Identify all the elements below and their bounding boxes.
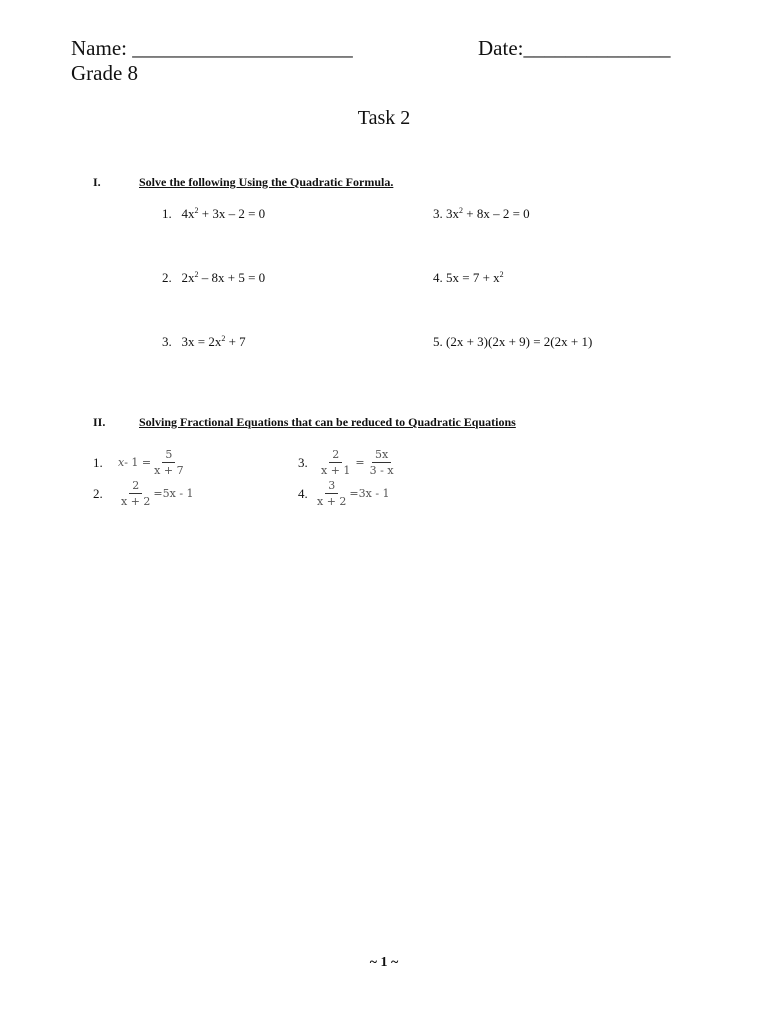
question-item	[433, 334, 592, 350]
name-field-label: Name: _____________________	[71, 36, 353, 60]
question-number: 3.	[433, 206, 443, 221]
question-number: 2.	[93, 486, 103, 501]
question-number: 1.	[93, 455, 103, 470]
exponent: 2	[194, 270, 199, 279]
numerator: 2	[329, 449, 342, 463]
equation-part: 3x	[446, 206, 459, 221]
equation-part: 3x = 2x	[181, 334, 222, 349]
question-item	[162, 270, 265, 286]
section-numeral: II.	[93, 415, 106, 429]
equation-part: 2x	[181, 270, 195, 285]
denominator: x + 1	[321, 464, 351, 477]
denominator: x + 2	[121, 495, 151, 508]
grade-label: Grade 8	[71, 61, 139, 85]
equation-part: – 8x + 5 = 0	[198, 270, 266, 285]
section-heading: Solve the following Using the Quadratic Formula.	[139, 175, 394, 189]
fraction	[367, 449, 397, 476]
question-number: 3.	[298, 455, 308, 470]
equation-part: =3x - 1	[349, 487, 390, 500]
numerator: 5	[162, 449, 175, 463]
fraction	[318, 449, 353, 476]
numerator: 2	[129, 480, 142, 494]
equation-part: + 7	[225, 334, 246, 349]
question-item	[433, 206, 530, 222]
exponent: 2	[221, 334, 226, 343]
denominator: x + 2	[317, 495, 347, 508]
question-number: 2.	[162, 270, 172, 285]
fraction-equation	[118, 449, 187, 476]
question-item	[162, 206, 265, 222]
equals-sign: =	[355, 456, 365, 469]
question-item	[162, 334, 246, 350]
equation-part: =5x - 1	[153, 487, 194, 500]
fraction-equation	[314, 480, 390, 507]
exponent: 2	[459, 206, 463, 215]
fraction	[314, 480, 349, 507]
numerator: 3	[325, 480, 338, 494]
fraction	[118, 480, 153, 507]
fraction	[151, 449, 186, 476]
question-number: 3.	[162, 334, 172, 349]
question-number: 5.	[433, 334, 443, 349]
exponent: 2	[194, 206, 199, 215]
numerator: 5x	[372, 449, 391, 463]
section-heading: Solving Fractional Equations that can be reduced to Quadratic Equations	[139, 415, 516, 429]
page-number: ~ 1 ~	[369, 955, 399, 970]
equation-part: (2x + 3)(2x + 9) = 2(2x + 1)	[446, 334, 593, 349]
fraction-equation	[318, 449, 397, 476]
question-number: 1.	[162, 206, 172, 221]
equation-part: - 1 =	[124, 456, 152, 469]
equation-part: + 8x – 2 = 0	[463, 206, 530, 221]
question-number: 4.	[433, 270, 443, 285]
denominator: 3 - x	[369, 464, 394, 477]
equation-part: 5x = 7 + x	[446, 270, 500, 285]
page-title: Task 2	[357, 107, 411, 129]
fraction-equation	[118, 480, 194, 507]
equation-part: 4x	[181, 206, 195, 221]
equation-part: + 3x – 2 = 0	[198, 206, 266, 221]
variable: x	[118, 456, 125, 469]
question-item	[433, 270, 504, 286]
question-number: 4.	[298, 486, 308, 501]
section-numeral: I.	[93, 175, 101, 189]
exponent: 2	[499, 270, 504, 279]
date-field-label: Date:______________	[478, 36, 671, 60]
denominator: x + 7	[154, 464, 184, 477]
